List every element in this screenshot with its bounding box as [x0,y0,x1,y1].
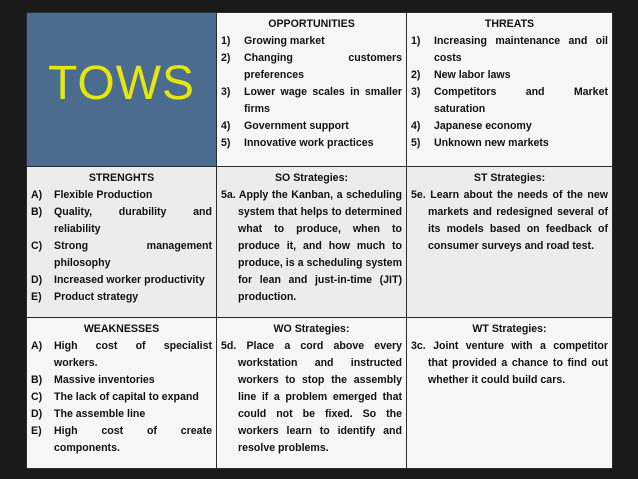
list-item [221,118,402,135]
item-marker: E) [31,291,42,303]
list-item [221,84,402,118]
weaknesses-heading: WEAKNESSES [83,323,160,335]
item-marker: D) [31,274,43,286]
item-marker: A) [31,340,43,352]
item-marker: 5) [221,137,231,149]
item-text: Strong management philosophy [54,240,212,269]
item-text: Lower wage scales in smaller firms [244,86,402,115]
item-marker: 5) [411,137,421,149]
item-text: The lack of capital to expand [54,391,199,403]
item-marker: 3) [221,86,231,98]
list-item [31,338,212,372]
st-strategies-cell [407,167,613,318]
item-marker: 4) [221,120,231,132]
list-item [31,238,212,272]
list-item [411,67,608,84]
list-item [31,204,212,238]
item-marker: 2) [221,52,231,64]
weaknesses-list [31,338,212,457]
list-item [411,33,608,67]
so-strategies-text: 5a. Apply the Kanban, a scheduling system that helps to determined what to produce, when to produce it, and how much to produce, is a scheduling system for lean and just-in-time (JIT) production. [221,189,402,303]
st-strategies-heading: ST Strategies: [473,172,546,184]
strengths-heading: STRENGHTS [88,172,155,184]
so-strategies-cell [217,167,407,318]
list-item [411,135,608,152]
item-text: Growing market [244,35,325,47]
wo-strategies-text: 5d. Place a cord above every workstation and instructed workers to stop the assembly line if a problem emerged that could not be fixed. So the workers learn to identify and resolve problems. [221,340,402,454]
item-marker: 1) [221,35,231,47]
wt-strategies-text: 3c. Joint venture with a competitor that provided a chance to find out whether it could build cars. [411,340,608,386]
weaknesses-cell [27,318,217,469]
tows-matrix [26,12,613,469]
list-item [221,33,402,50]
item-marker: E) [31,425,42,437]
wo-strategies-heading: WO Strategies: [273,323,350,335]
threats-list [411,33,608,152]
list-item [31,389,212,406]
strengths-list [31,187,212,306]
st-strategies-text: 5e. Learn about the needs of the new markets and redesigned several of its models based on feedback of consumer surveys and road test. [411,189,608,252]
wo-strategies-cell [217,318,407,469]
list-item [31,187,212,204]
item-marker: 4) [411,120,421,132]
item-text: High cost of specialist workers. [54,340,212,369]
item-marker: 3) [411,86,421,98]
item-text: Unknown new markets [434,137,549,149]
wt-strategies-cell [407,318,613,469]
strengths-cell [27,167,217,318]
item-text: Government support [244,120,349,132]
item-marker: C) [31,391,43,403]
opportunities-cell [217,13,407,167]
list-item [31,289,212,306]
list-item [31,372,212,389]
threats-heading: THREATS [484,18,535,30]
item-text: Quality, durability and reliability [54,206,212,235]
item-text: Increasing maintenance and oil costs [434,35,608,64]
list-item [221,135,402,152]
item-text: Competitors and Market saturation [434,86,608,115]
list-item [31,272,212,289]
item-text: Flexible Production [54,189,153,201]
item-marker: 2) [411,69,421,81]
list-item [31,423,212,457]
opportunities-heading: OPPORTUNITIES [268,18,355,30]
item-text: Innovative work practices [244,137,374,149]
item-marker: A) [31,189,43,201]
wt-strategies-heading: WT Strategies: [472,323,547,335]
item-text: Product strategy [54,291,139,303]
item-text: Changing customers preferences [244,52,402,81]
item-text: Japanese economy [434,120,532,132]
item-marker: 1) [411,35,421,47]
tows-title-cell [27,13,217,167]
item-text: Massive inventories [54,374,155,386]
tows-title: TOWS [47,57,196,110]
list-item [31,406,212,423]
item-marker: B) [31,206,43,218]
item-marker: B) [31,374,43,386]
list-item [221,50,402,84]
threats-cell [407,13,613,167]
item-text: The assemble line [54,408,146,420]
item-text: New labor laws [434,69,511,81]
list-item [411,84,608,118]
item-text: Increased worker productivity [54,274,205,286]
item-marker: D) [31,408,43,420]
item-marker: C) [31,240,43,252]
opportunities-list [221,33,402,152]
item-text: High cost of create components. [54,425,212,454]
so-strategies-heading: SO Strategies: [274,172,348,184]
list-item [411,118,608,135]
